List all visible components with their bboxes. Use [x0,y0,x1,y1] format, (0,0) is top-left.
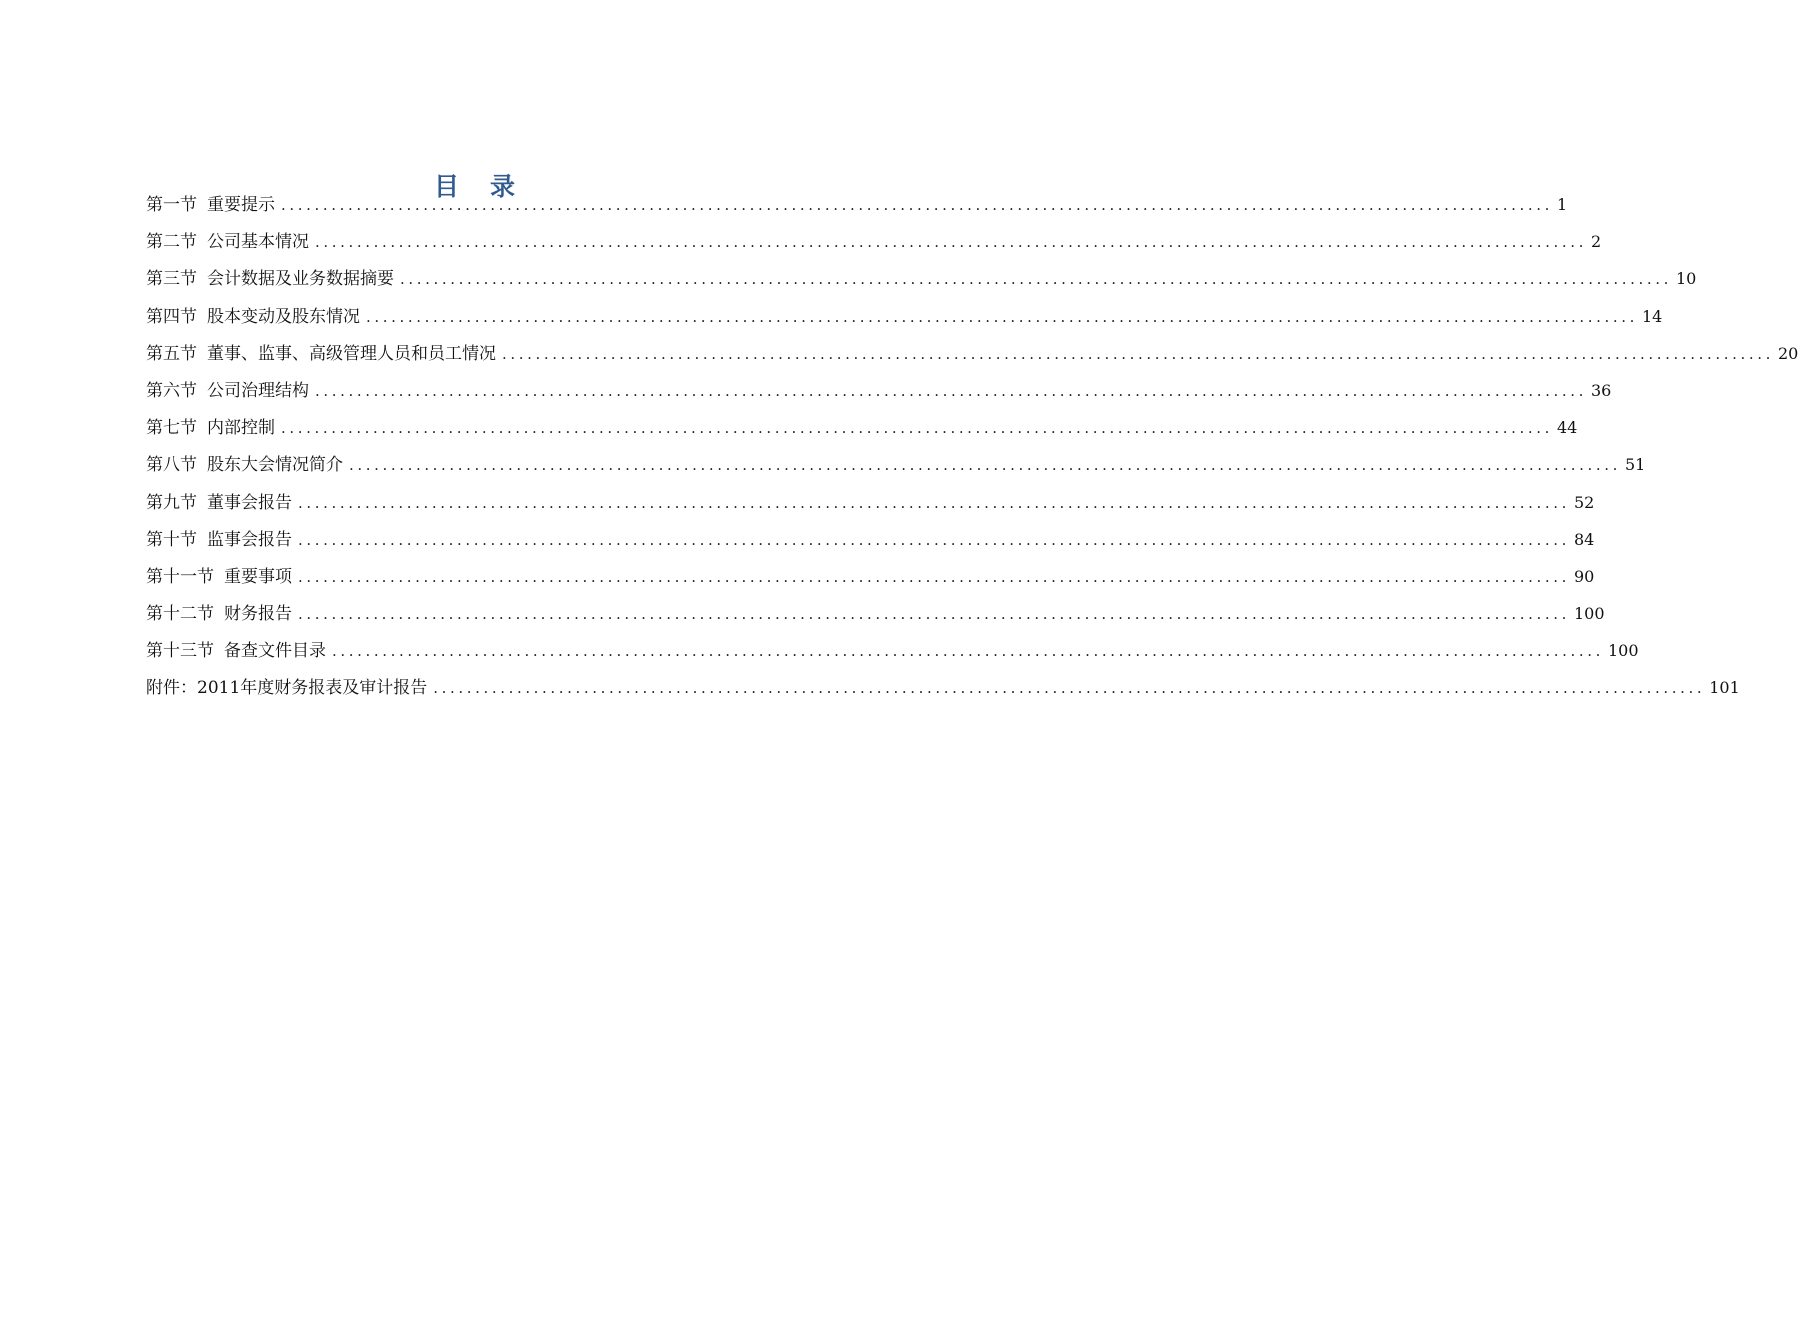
toc-entry-title: 董事、监事、高级管理人员和员工情况 [207,343,496,364]
toc-page-number: 90 [1573,566,1595,586]
toc-entry-title: 股本变动及股东情况 [207,306,360,327]
toc-entry-4[interactable] [146,298,1663,335]
toc-page-number: 2 [1590,232,1602,252]
toc-dot-leader: ........................................................................................................................................................ [298,530,1570,549]
toc-page-number: 101 [1709,678,1740,698]
toc-section-label: 第二节 [146,232,197,253]
toc-title-part2: 录 [490,171,517,201]
toc-dot-leader: ........................................................................................................................................................ [502,344,1774,363]
toc-entry-2[interactable] [146,223,1602,260]
toc-entry-attachment[interactable] [146,669,1740,706]
toc-page-number: 1 [1556,195,1568,214]
table-of-contents [146,186,1798,707]
toc-section-label: 第七节 [146,418,197,439]
toc-dot-leader: ........................................................................................................................................................ [315,233,1587,252]
toc-dot-leader: ........................................................................................................................................................ [349,456,1621,475]
toc-section-label: 第十三节 [146,641,214,662]
toc-entry-11[interactable] [146,558,1595,595]
toc-section-label: 第五节 [146,343,197,364]
toc-section-label: 第十一节 [146,566,214,587]
toc-entry-title: 股东大会情况简介 [207,455,343,476]
toc-entry-title: 董事会报告 [207,492,292,513]
toc-section-label: 第三节 [146,269,197,290]
toc-dot-leader: ........................................................................................................................................................ [332,642,1604,661]
toc-dot-leader: ........................................................................................................................................................ [315,381,1587,400]
toc-entry-1[interactable] [146,186,1568,223]
toc-dot-leader: ........................................................................................................................................................ [281,196,1553,214]
toc-entry-title: 公司治理结构 [207,380,309,401]
toc-entry-title: 财务报告 [224,604,292,625]
toc-page-number: 10 [1675,269,1697,289]
toc-title-part1: 目 [433,171,460,201]
toc-entry-6[interactable] [146,372,1612,409]
toc-entry-9[interactable] [146,484,1595,521]
toc-section-label: 第四节 [146,306,197,327]
toc-entry-3[interactable] [146,260,1697,297]
toc-entry-8[interactable] [146,446,1646,483]
toc-dot-leader: ........................................................................................................................................................ [298,493,1570,512]
toc-entry-title: 备查文件目录 [224,641,326,662]
toc-section-label: 第八节 [146,455,197,476]
toc-entry-title: 内部控制 [207,418,275,439]
toc-section-label: 第一节 [146,195,197,215]
toc-page-number: 52 [1573,492,1595,512]
toc-entry-title: 重要事项 [224,566,292,587]
toc-dot-leader: ........................................................................................................................................................ [298,605,1570,624]
toc-section-label: 附件： [146,678,197,699]
toc-page-number: 36 [1590,380,1612,400]
toc-entry-title: 2011年度财务报表及审计报告 [197,678,428,699]
toc-dot-leader: ........................................................................................................................................................ [366,307,1638,326]
toc-dot-leader: ........................................................................................................................................................ [400,270,1672,289]
toc-entry-5[interactable] [146,335,1798,372]
toc-page-number: 51 [1624,455,1646,475]
toc-section-label: 第六节 [146,380,197,401]
toc-section-label: 第十节 [146,529,197,550]
toc-dot-leader: ........................................................................................................................................................ [433,679,1706,698]
toc-page-number: 84 [1573,529,1595,549]
toc-section-label: 第十二节 [146,604,214,625]
toc-entry-7[interactable] [146,409,1578,446]
toc-page-number: 14 [1641,306,1663,326]
toc-entry-title: 重要提示 [207,195,275,215]
toc-dot-leader: ........................................................................................................................................................ [281,419,1553,438]
toc-page-number: 20 [1777,343,1798,363]
toc-section-label: 第九节 [146,492,197,513]
toc-entry-title: 监事会报告 [207,529,292,550]
toc-dot-leader: ........................................................................................................................................................ [298,567,1570,586]
toc-entry-title: 会计数据及业务数据摘要 [207,269,394,290]
toc-entry-10[interactable] [146,521,1595,558]
toc-page-number: 100 [1607,641,1639,661]
toc-entry-13[interactable] [146,632,1639,669]
toc-page-number: 44 [1556,418,1578,438]
toc-page-number: 100 [1573,604,1605,624]
toc-entry-12[interactable] [146,595,1605,632]
toc-entry-title: 公司基本情况 [207,232,309,253]
